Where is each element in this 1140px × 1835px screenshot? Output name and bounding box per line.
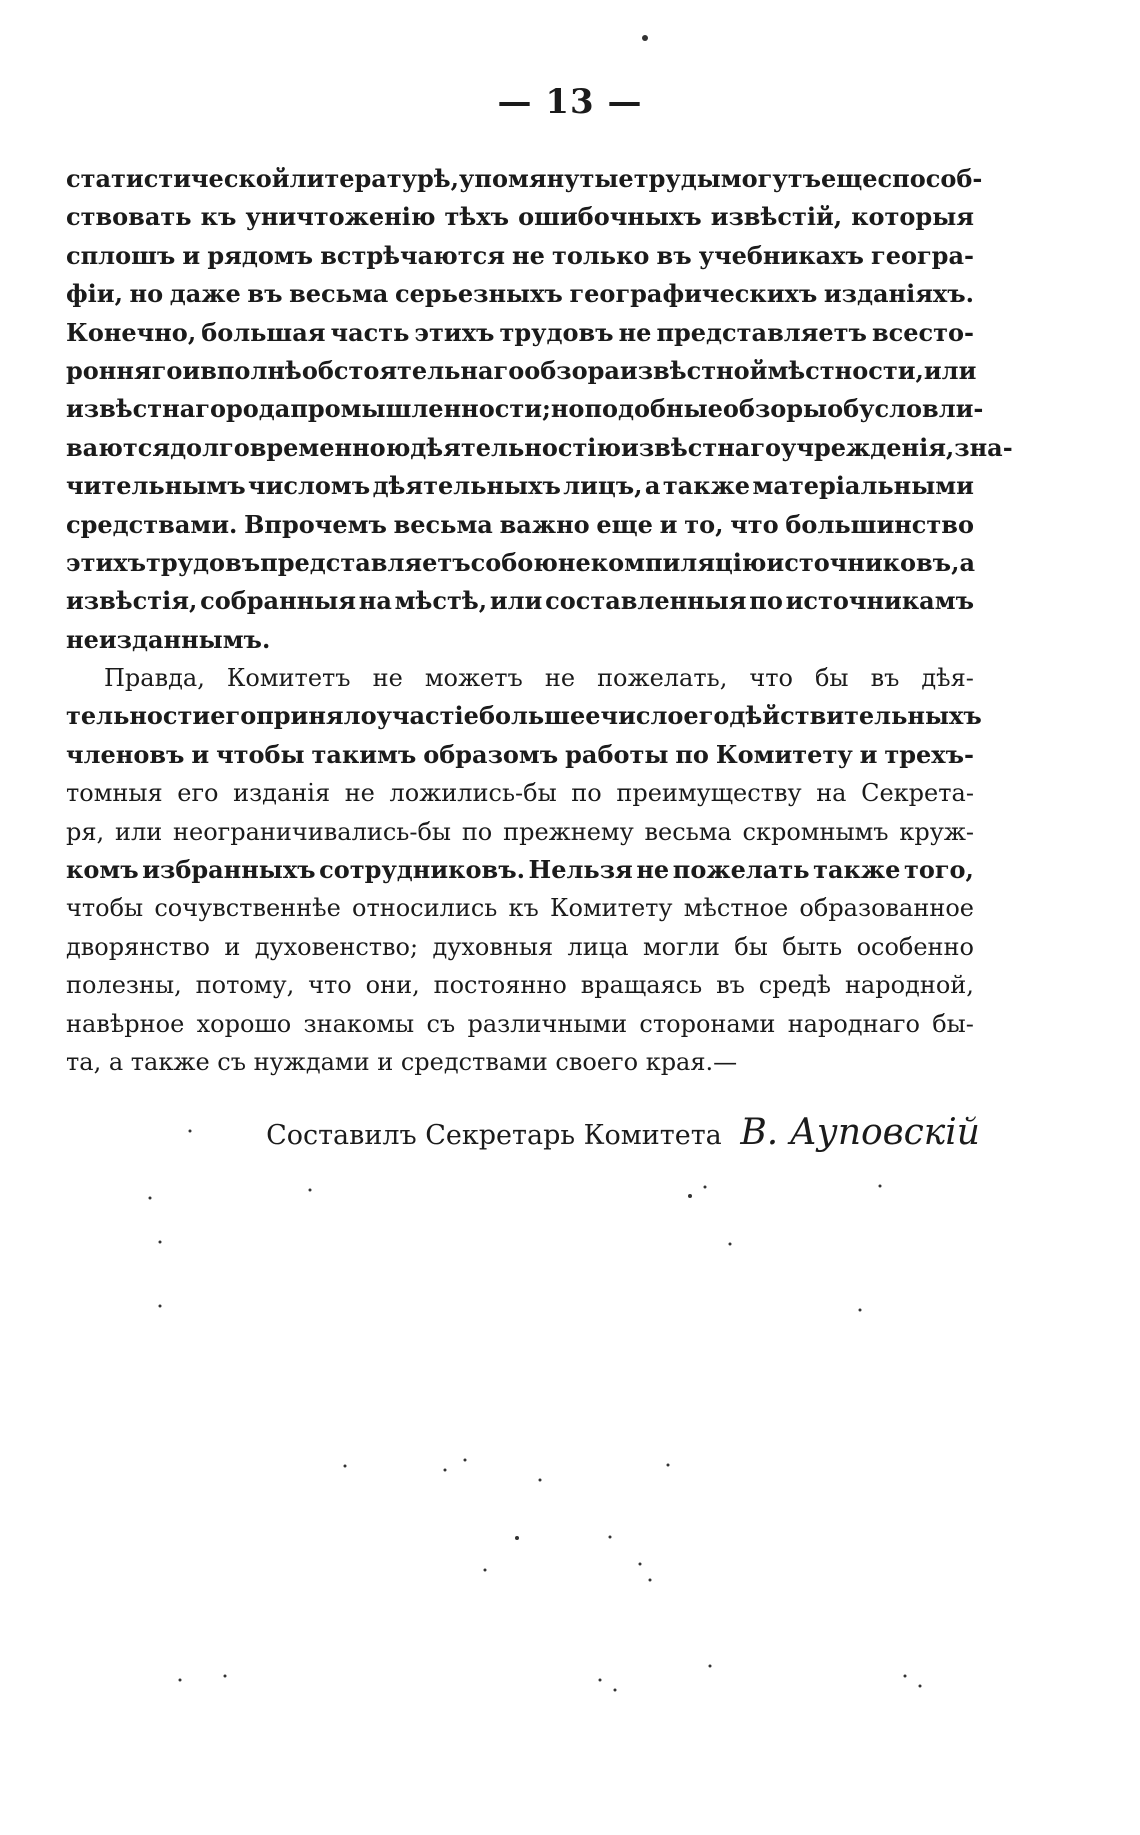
signature-role: Составилъ Секретарь Комитета: [266, 1120, 722, 1151]
body-text: [66, 160, 1013, 1081]
text-line: членовъ и чтобы такимъ образомъ работы по Комитету и трехъ-: [66, 739, 974, 769]
text-line: средствами. Впрочемъ весьма важно еще и то, что большинство: [66, 509, 974, 539]
text-line: комъ избранныхъ сотрудниковъ. Нельзя не пожелать также того,: [66, 855, 974, 885]
text-line: извѣстія, собранныя на мѣстѣ, или составленныя по источникамъ: [66, 586, 974, 616]
text-line: полезны, потому, что они, постоянно вращаясь въ средѣ народной,: [66, 971, 974, 1000]
text-line: Правда, Комитетъ не можетъ не пожелать, что бы въ дѣя-: [104, 664, 974, 693]
text-line: ря, или неограничивались-бы по прежнему весьма скромнымъ круж-: [66, 817, 974, 846]
text-line: извѣстнаго рода промышленности; но подобные обзоры обусловли-: [66, 394, 984, 424]
text-line: та, а также съ нуждами и средствами своего края.—: [66, 1047, 738, 1076]
text-line: ваются долговременною дѣятельностію извѣстнаго учрежденія, зна-: [66, 432, 1013, 462]
paragraph-2: [66, 659, 982, 1081]
text-line: неизданнымъ.: [66, 624, 271, 654]
text-line: ронняго и вполнѣ обстоятельнаго обзора извѣстной мѣстности, или: [66, 355, 977, 385]
text-line: навѣрное хорошо знакомы съ различными сторонами народнаго бы-: [66, 1009, 974, 1038]
signature: [266, 1112, 980, 1153]
text-line: томныя его изданія не ложились-бы по преимуществу на Секрета-: [66, 779, 974, 808]
text-line: дворянство и духовенство; духовныя лица могли бы быть особенно: [66, 932, 974, 961]
text-line: сплошъ и рядомъ встрѣчаются не только въ учебникахъ геогра-: [66, 240, 974, 270]
page-number: — 13 —: [497, 82, 643, 122]
text-line: чительнымъ числомъ дѣятельныхъ лицъ, а также матеріальными: [66, 471, 974, 501]
text-line: Конечно, большая часть этихъ трудовъ не представляетъ всесто-: [66, 317, 974, 347]
paragraph-1: [66, 160, 1013, 659]
text-line: фіи, но даже въ весьма серьезныхъ географическихъ изданіяхъ.: [66, 279, 974, 309]
signature-name: В. Ауповскій: [740, 1112, 980, 1153]
text-line: чтобы сочувственнѣе относились къ Комитету мѣстное образованное: [66, 894, 974, 923]
text-line: статистической литературѣ, упомянутые труды могутъ еще способ-: [66, 164, 983, 193]
text-line: этихъ трудовъ представляетъ собою не компиляцію источниковъ, а: [66, 547, 975, 577]
text-line: ствовать къ уничтоженію тѣхъ ошибочныхъ извѣстій, которыя: [66, 202, 974, 232]
text-line: тельности его приняло участіе большее число его дѣйствительныхъ: [66, 701, 982, 731]
